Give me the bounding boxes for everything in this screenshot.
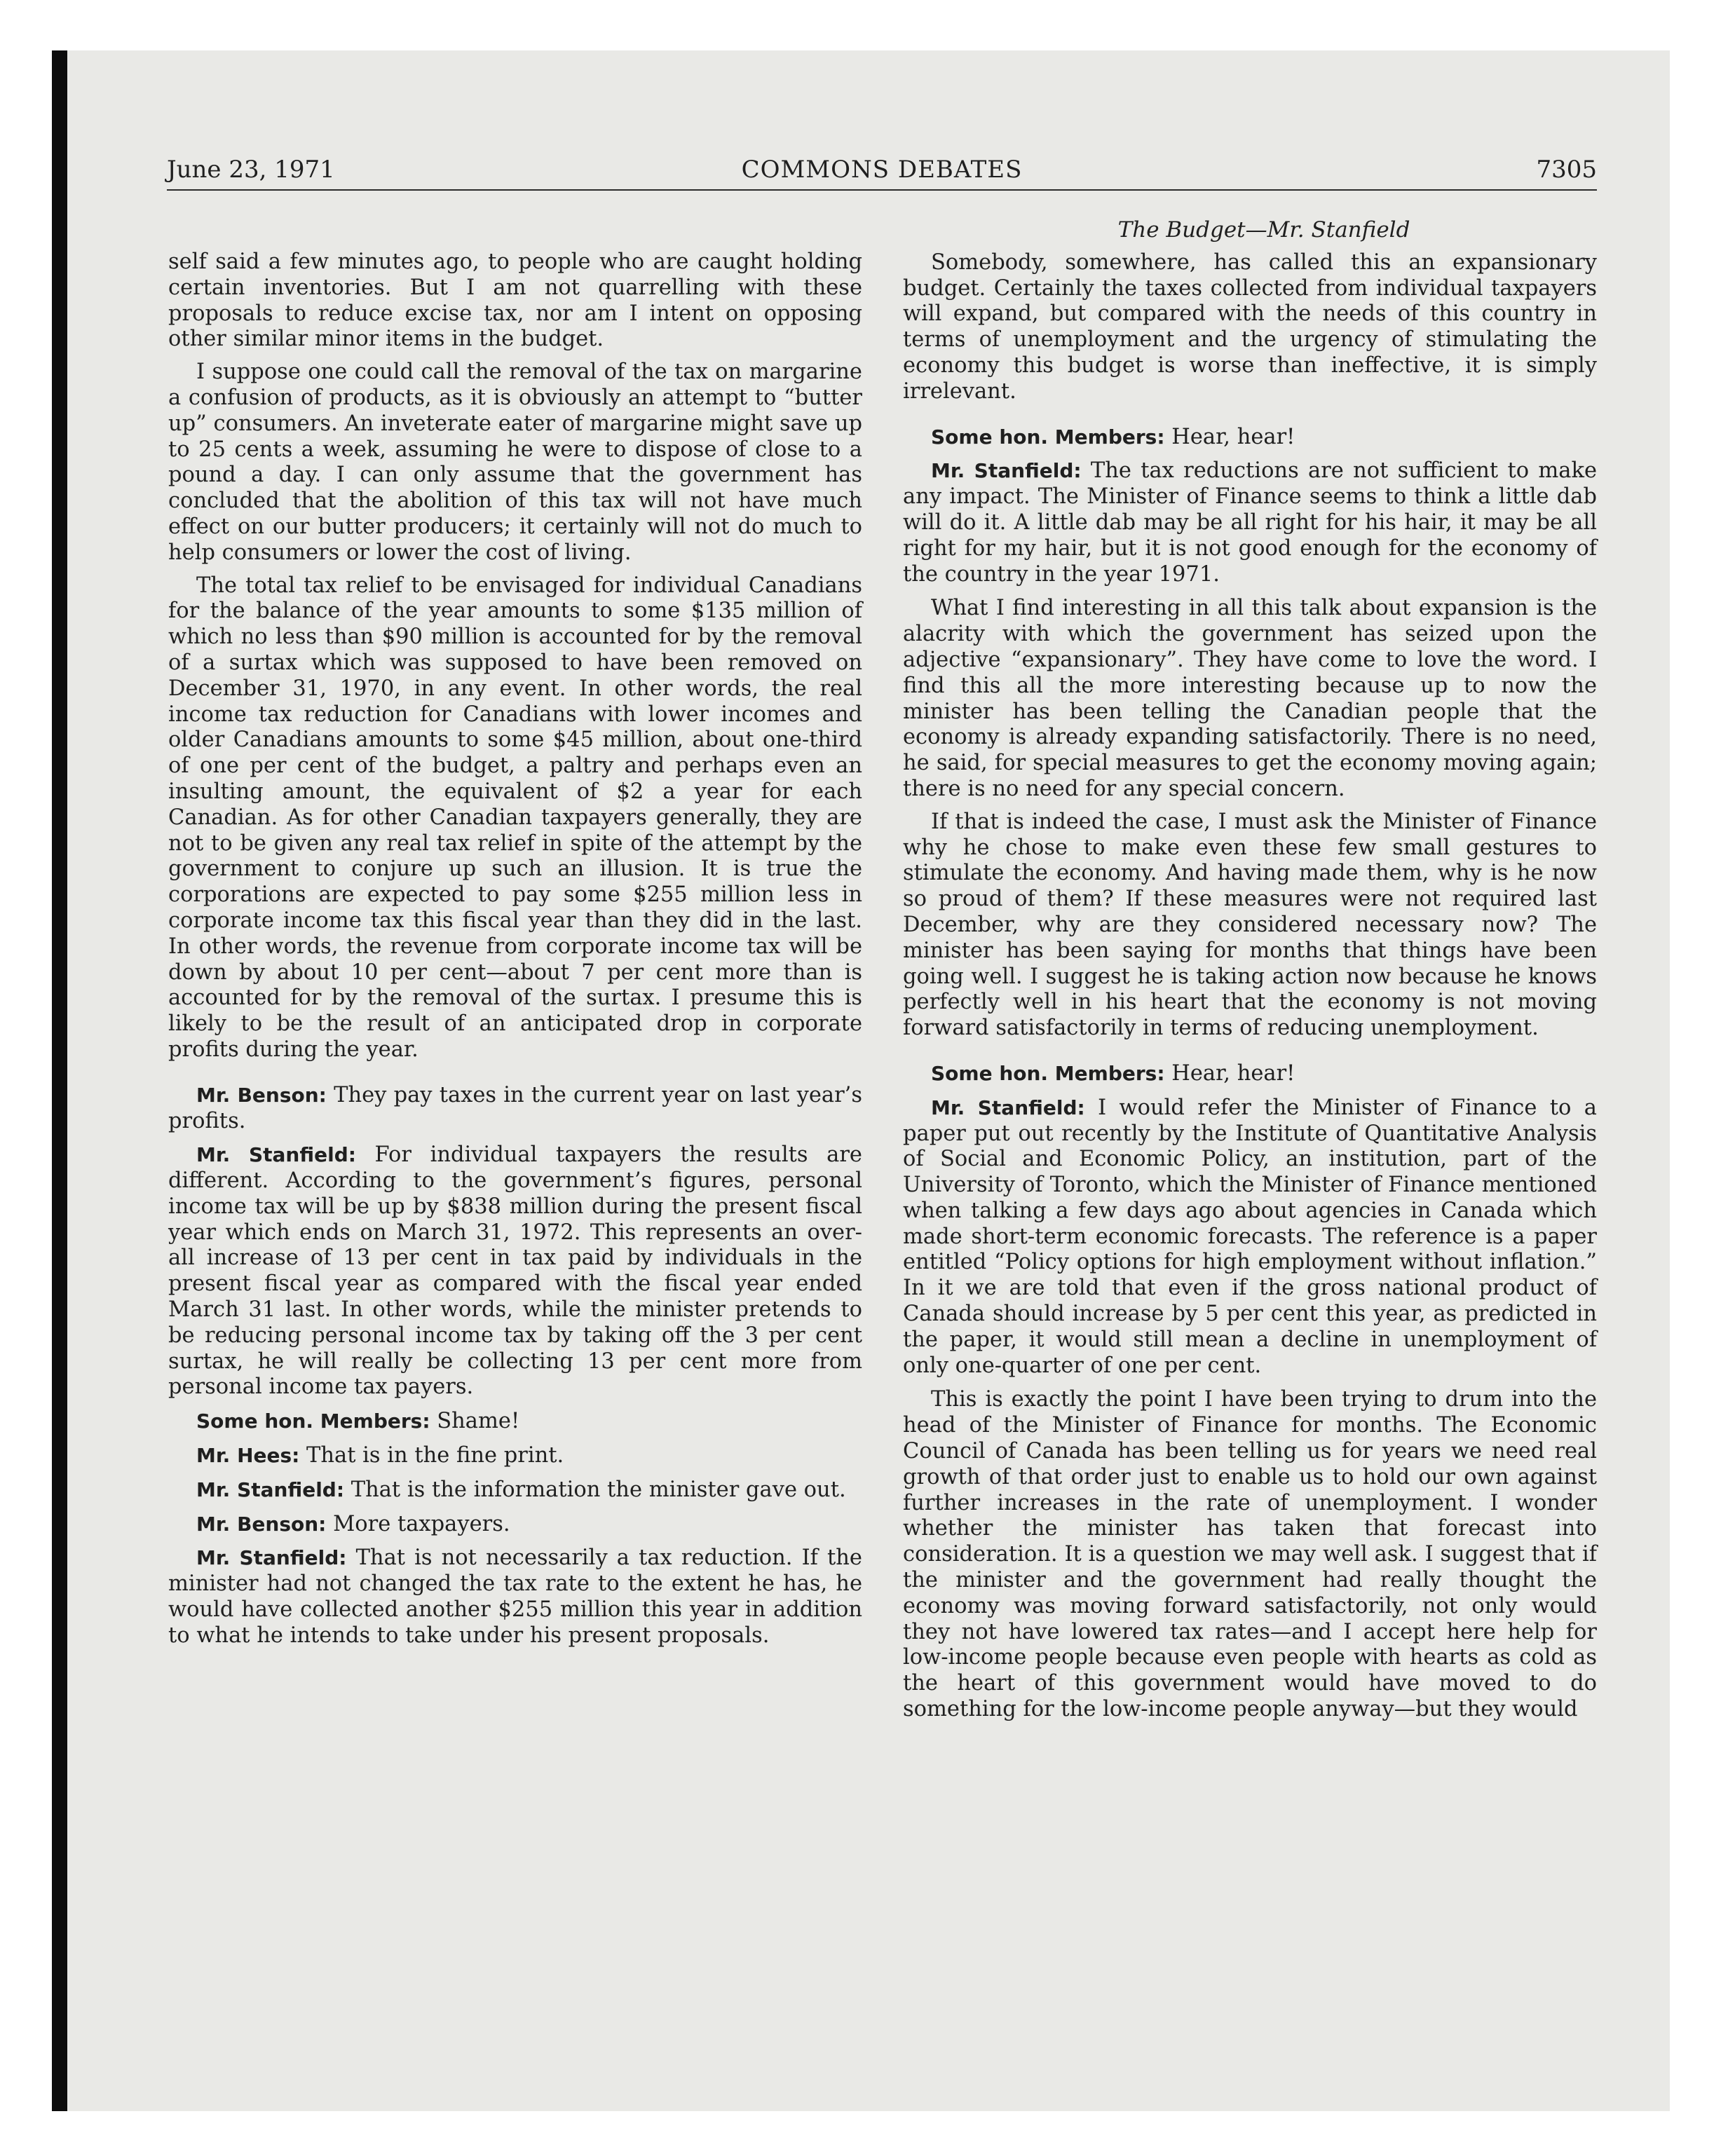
speech-text: Shame! — [437, 1409, 520, 1434]
speech-paragraph — [903, 458, 1597, 587]
speaker-name: Mr. Stanfield: — [931, 1096, 1085, 1119]
body-paragraph: Somebody, somewhere, has called this an expansionary budget. Certainly the taxes collected from individual taxpayers will expand, but compared with the needs of this country in terms of unemployment and the urgency of stimulating the economy this budget is worse than ineffective, it is simply irrelevant. — [903, 250, 1597, 404]
speech-paragraph — [168, 1546, 862, 1649]
speech-text: For individual taxpayers the results are different. According to the government’s figures, personal income tax will be up by $838 million during the present fiscal year which ends on March 31, 1972. This represents an over-all increase of 13 per cent in tax paid by individuals in the present fiscal year as compared with the fiscal year ended March 31 last. In other words, while the minister pretends to be reducing personal income tax by taking off the 3 per cent surtax, he will really be collecting 13 per cent more from personal income tax payers. — [168, 1142, 862, 1400]
body-paragraph: If that is indeed the case, I must ask the Minister of Finance why he chose to make even these few small gestures to stimulate the economy. And having made them, why is he now so proud of them? If these measures were not required last December, why are they considered necessary now? The minister has been saying for months that things have been going well. I suggest he is taking action now because he knows perfectly well in his heart that the economy is not moving forward satisfactorily in terms of reducing unemployment. — [903, 809, 1597, 1041]
speech-paragraph — [903, 1096, 1597, 1379]
speech-paragraph — [903, 1061, 1597, 1087]
speech-paragraph — [168, 1443, 862, 1469]
speaker-name: Some hon. Members: — [196, 1410, 430, 1433]
speaker-name: Some hon. Members: — [931, 1061, 1165, 1085]
body-paragraph: The total tax relief to be envisaged for individual Canadians for the balance of the year amounts to some $135 million of which no less than $90 million is accounted for by the removal of a surtax which was supposed to have been removed on December 31, 1970, in any event. In other words, the real income tax reduction for Canadians with lower incomes and older Canadians amounts to some $45 million, about one-third of one per cent of the budget, a paltry and perhaps even an insulting amount, the equivalent of $2 a year for each Canadian. As for other Canadian taxpayers generally, they are not to be given any real tax relief in spite of the attempt by the government to conjure up such an illusion. It is true the corporations are expected to pay some $255 million less in corporate income tax this fiscal year than they did in the last. In other words, the revenue from corporate income tax will be down by about 10 per cent—about 7 per cent more than is accounted for by the removal of the surtax. I presume this is likely to be the result of an anticipated drop in corporate profits during the year. — [168, 573, 862, 1062]
speech-paragraph — [168, 1512, 862, 1538]
speech-paragraph — [168, 1083, 862, 1135]
speaker-name: Mr. Stanfield: — [931, 459, 1082, 483]
speech-text: More taxpayers. — [333, 1511, 510, 1536]
speech-text: Hear, hear! — [1171, 1060, 1295, 1086]
page-header — [167, 154, 1597, 191]
speaker-name: Mr. Stanfield: — [196, 1143, 356, 1167]
running-heading: The Budget—Mr. Stanfield — [1117, 217, 1410, 243]
left-column — [168, 250, 862, 1658]
speech-paragraph — [168, 1478, 862, 1503]
speech-paragraph — [168, 1409, 862, 1435]
speech-text: I would refer the Minister of Finance to a paper put out recently by the Institute of Quantitative Analysis of Social and Economic Policy, an institution, part of the University of Toronto, which the Minister of Finance mentioned when talking a few days ago about agencies in Canada which made short-term economic forecasts. The reference is a paper entitled “Policy options for high employment without inflation.” In it we are told that even if the gross national product of Canada should increase by 5 per cent this year, as predicted in the paper, it would still mean a decline in unemployment of only one-quarter of one per cent. — [903, 1095, 1597, 1378]
body-paragraph: I suppose one could call the removal of the tax on margarine a confusion of products, as it is obviously an attempt to “butter up” consumers. An inveterate eater of margarine might save up to 25 cents a week, assuming he were to dispose of close to a pound a day. I can only assume that the government has concluded that the abolition of this tax will not have much effect on our butter producers; it certainly will not do much to help consumers or lower the cost of living. — [168, 360, 862, 565]
speaker-name: Mr. Benson: — [196, 1083, 327, 1107]
speech-text: They pay taxes in the current year on last year’s profits. — [168, 1082, 862, 1133]
right-column — [903, 217, 1597, 1730]
speech-text: That is the information the minister gave out. — [351, 1477, 846, 1502]
speaker-name: Mr. Stanfield: — [196, 1478, 345, 1501]
speech-paragraph — [903, 425, 1597, 451]
body-paragraph: What I find interesting in all this talk about expansion is the alacrity with which the government has seized upon the adjective “expansionary”. They have come to love the word. I find this all the more interesting because up to now the minister has been telling the Canadian people that the economy is already expanding satisfactorily. There is no need, he said, for special measures to get the economy moving again; there is no need for any special concern. — [903, 596, 1597, 801]
header-publication: COMMONS DEBATES — [741, 156, 1023, 184]
header-date: June 23, 1971 — [167, 156, 335, 184]
header-page-number: 7305 — [1536, 156, 1597, 184]
speech-text: The tax reductions are not sufficient to make any impact. The Minister of Finance seems to think a little dab will do it. A little dab may be all right for his hair, it may be all right for my hair, but it is not good enough for the economy of the country in the year 1971. — [903, 458, 1597, 587]
speaker-name: Mr. Benson: — [196, 1512, 327, 1536]
speech-paragraph — [168, 1142, 862, 1400]
speech-text: That is in the fine print. — [306, 1443, 564, 1468]
body-paragraph: This is exactly the point I have been trying to drum into the head of the Minister of Finance for months. The Economic Council of Canada has been telling us for years we need real growth of that order just to enable us to hold our own against further increases in the rate of unemployment. I wonder whether the minister has taken that forecast into consideration. It is a question we may well ask. I suggest that if the minister and the government had really thought the economy was moving forward satisfactorily, not only would they not have lowered tax rates—and I accept here help for low-income people because even people with hearts as cold as the heart of this government would have moved to do something for the low-income people anyway—but they would — [903, 1387, 1597, 1722]
speaker-name: Mr. Hees: — [196, 1444, 300, 1468]
body-paragraph: self said a few minutes ago, to people who are caught holding certain inventories. But I am not quarrelling with these proposals to reduce excise tax, nor am I intent on opposing other similar minor items in the budget. — [168, 250, 862, 352]
speaker-name: Some hon. Members: — [931, 425, 1165, 449]
speech-text: That is not necessarily a tax reduction. If the minister had not changed the tax rate to the extent he has, he would have collected another $255 million this year in addition to what he intends to take under his present proposals. — [168, 1546, 862, 1648]
speaker-name: Mr. Stanfield: — [196, 1546, 347, 1570]
speech-text: Hear, hear! — [1171, 424, 1295, 449]
